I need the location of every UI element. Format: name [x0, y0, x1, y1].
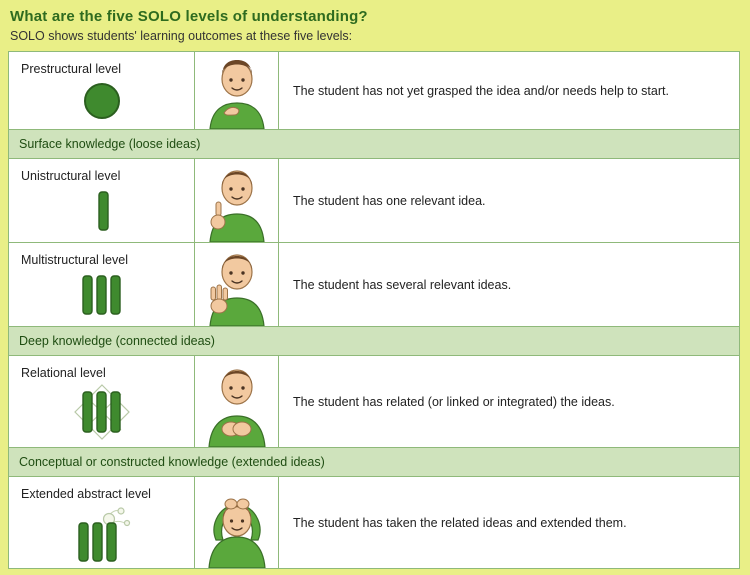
level-description: The student has one relevant idea.: [293, 193, 486, 208]
person-hand-on-chest-icon: [195, 52, 279, 129]
group-header-row: Surface knowledge (loose ideas): [9, 130, 739, 159]
person-three-fingers-up-icon: [195, 243, 279, 326]
level-label-cell: [9, 243, 195, 326]
level-label: Multistructural level: [21, 253, 128, 267]
page-title: What are the five SOLO levels of understanding?: [10, 8, 368, 25]
table-row: [9, 52, 739, 130]
level-label-cell: [9, 356, 195, 447]
level-label: Unistructural level: [21, 169, 121, 183]
three-bars-linked-icon: [9, 380, 194, 443]
three-bars-icon: [9, 267, 194, 322]
table-row: [9, 356, 739, 448]
filled-circle-icon: [9, 76, 194, 125]
level-label-cell: [9, 159, 195, 242]
person-one-finger-up-icon: [195, 159, 279, 242]
level-description: The student has related (or linked or integrated) the ideas.: [293, 394, 615, 409]
level-description: The student has not yet grasped the idea and/or needs help to start.: [293, 83, 669, 98]
table-row: [9, 477, 739, 569]
level-label: Extended abstract level: [21, 487, 151, 501]
level-label: Prestructural level: [21, 62, 122, 76]
level-label-cell: [9, 477, 195, 568]
level-label: Relational level: [21, 366, 106, 380]
person-hands-clasped-icon: [195, 356, 279, 447]
solo-levels-table: [8, 51, 740, 569]
group-header-row: Deep knowledge (connected ideas): [9, 327, 739, 356]
three-bars-extended-icon: [9, 501, 194, 564]
level-label-cell: [9, 52, 195, 129]
table-row: [9, 243, 739, 327]
table-row: [9, 159, 739, 243]
page-subtitle: SOLO shows students' learning outcomes at these five levels:: [10, 29, 353, 43]
single-bar-icon: [9, 183, 194, 238]
person-arms-overhead-icon: [195, 477, 279, 568]
level-description: The student has several relevant ideas.: [293, 277, 512, 292]
level-description: The student has taken the related ideas and extended them.: [293, 515, 627, 530]
group-header-row: Conceptual or constructed knowledge (extended ideas): [9, 448, 739, 477]
